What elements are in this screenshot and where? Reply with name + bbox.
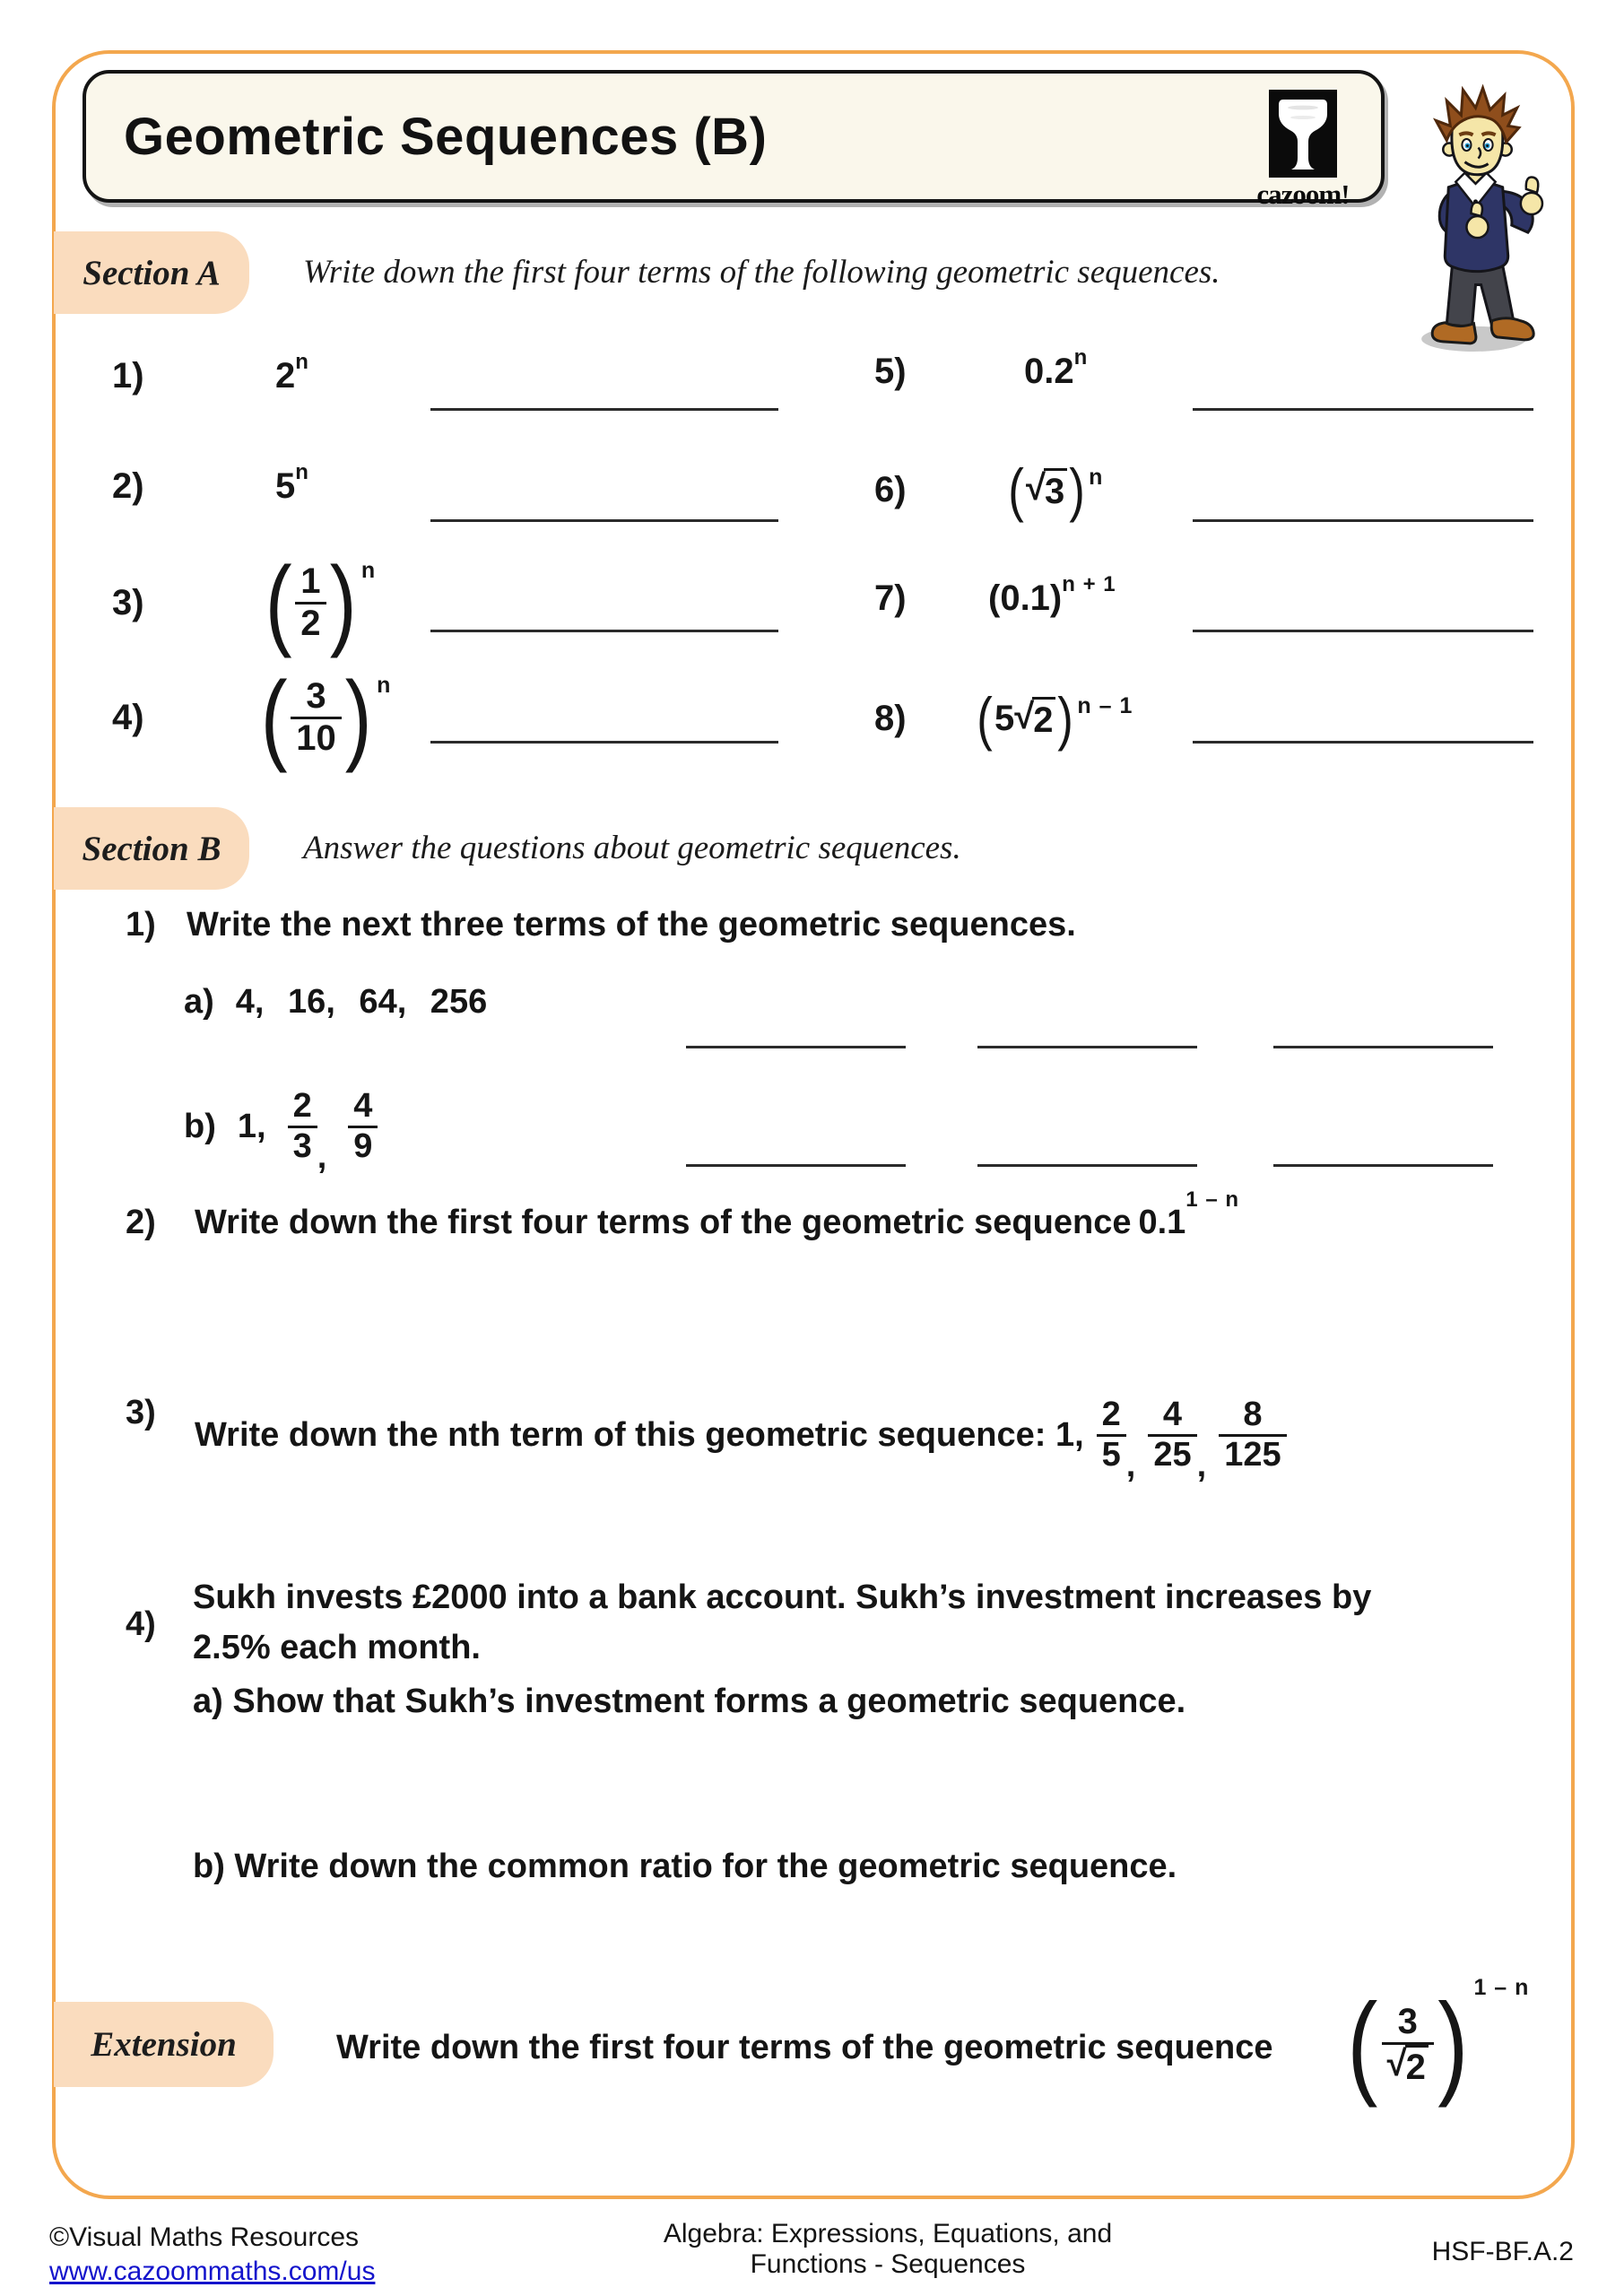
- fraction: [348, 1088, 378, 1164]
- answer-line: [1193, 519, 1533, 522]
- left-paren: (: [1008, 456, 1024, 523]
- question-2: [126, 1187, 1239, 1242]
- title-box: [83, 70, 1385, 203]
- math-expression: [1006, 456, 1104, 523]
- footer-link-wrap: [49, 2257, 375, 2287]
- base: 0.2: [1024, 352, 1074, 391]
- fraction: [1382, 2003, 1434, 2086]
- right-paren: ): [1057, 684, 1074, 752]
- question-number: 3): [126, 1394, 156, 1431]
- extension-label: Extension: [54, 2002, 274, 2087]
- question-1a: [184, 983, 487, 1022]
- denominator: 5: [1097, 1434, 1126, 1474]
- math-expression: [257, 661, 392, 774]
- radicand: 3: [1044, 468, 1067, 512]
- answer-line: [686, 1046, 906, 1048]
- comma: ,: [1125, 1447, 1136, 1484]
- problem-number: 5): [874, 352, 907, 391]
- exponent: 1 – n: [1473, 1975, 1530, 2000]
- question-text: Write the next three terms of the geometric sequences.: [187, 906, 1076, 944]
- base: 5: [275, 466, 296, 506]
- left-paren: (: [1347, 1980, 1378, 2109]
- part-label: b): [184, 1107, 216, 1145]
- fraction: [291, 677, 342, 757]
- exponent: n: [377, 673, 392, 699]
- problem-number: 4): [112, 697, 144, 737]
- page-title: Geometric Sequences (B): [124, 107, 768, 166]
- problem-row-3: [112, 544, 376, 661]
- numerator: 2: [1101, 1396, 1121, 1434]
- left-paren: (: [260, 661, 288, 774]
- answer-line: [1193, 408, 1533, 411]
- question-3: [126, 1381, 1287, 1489]
- exponent: n: [1089, 464, 1104, 490]
- problem-row-6: [874, 453, 1103, 526]
- answer-line: [430, 519, 778, 522]
- mascot-boy-illustration: [1388, 68, 1563, 357]
- problem-row-2: [112, 459, 309, 507]
- answer-line: [1193, 630, 1533, 632]
- question-4a: a) Show that Sukh’s investment forms a geometric sequence.: [193, 1683, 1186, 1720]
- question-text: Write down the nth term of this geometric sequence: 1,: [195, 1415, 1084, 1454]
- problem-number: 3): [112, 582, 144, 622]
- square-root: [1026, 468, 1067, 512]
- left-paren: (: [977, 684, 993, 752]
- fraction: [1219, 1396, 1286, 1473]
- radicand: 2: [1405, 2045, 1429, 2087]
- radical-icon: √: [1014, 696, 1035, 736]
- math-expression: 5 $^n$: [275, 459, 309, 506]
- numerator: 3: [1397, 2002, 1418, 2042]
- answer-line: [430, 741, 778, 744]
- radicand: 2: [1032, 697, 1055, 741]
- problem-row-7: [874, 571, 1116, 619]
- footer-category-line1: Algebra: Expressions, Equations, and: [663, 2219, 1113, 2248]
- denominator: 3: [288, 1126, 317, 1165]
- right-paren: ): [1069, 456, 1085, 523]
- denominator: 2: [295, 602, 326, 643]
- question-text: [195, 1187, 1239, 1242]
- problem-row-4: [112, 659, 391, 776]
- radical-icon: √: [1025, 467, 1046, 508]
- exponent: n – 1: [1077, 692, 1133, 718]
- right-paren: ): [344, 661, 372, 774]
- denominator: 125: [1219, 1434, 1286, 1474]
- denominator: 10: [291, 717, 342, 758]
- math-expression: 0.2 $^n$: [1024, 344, 1089, 391]
- numerator: 4: [1162, 1396, 1183, 1434]
- answer-line: [430, 408, 778, 411]
- math-expression: [262, 546, 377, 659]
- radical-icon: √: [1386, 2043, 1407, 2083]
- question-text-line2: 2.5% each month.: [193, 1629, 481, 1666]
- sequence-terms: 4, 16, 64, 256: [235, 983, 488, 1021]
- right-paren: ): [1437, 1980, 1469, 2109]
- cazoom-drum-icon: [1269, 90, 1337, 178]
- problem-row-1: [112, 349, 309, 396]
- extension-text: Write down the first four terms of the geometric sequence: [336, 2029, 1273, 2066]
- section-a-instruction: Write down the first four terms of the following geometric sequences.: [303, 254, 1220, 291]
- base: 0.1: [1138, 1204, 1186, 1241]
- answer-line: [977, 1046, 1197, 1048]
- exponent: 1 – n: [1185, 1187, 1239, 1213]
- answer-line: [1193, 741, 1533, 744]
- first-term: 1,: [237, 1107, 266, 1145]
- question-number: 1): [126, 906, 156, 944]
- fraction: [1097, 1396, 1126, 1473]
- cazoommaths-link[interactable]: www.cazoommaths.com/us: [49, 2257, 376, 2286]
- question-1: [126, 906, 1076, 944]
- square-root: [1387, 2045, 1429, 2087]
- footer-category-line2: Functions - Sequences: [750, 2249, 1026, 2279]
- denominator: 9: [348, 1126, 378, 1165]
- denominator: 25: [1148, 1434, 1196, 1474]
- section-b-label: Section B: [54, 807, 249, 890]
- problem-number: 7): [874, 578, 907, 618]
- question-number: 2): [126, 1204, 156, 1241]
- problem-row-5: [874, 344, 1089, 392]
- numerator: 1: [300, 561, 321, 602]
- answer-line: [1273, 1046, 1493, 1048]
- cazoom-logo: [1245, 90, 1361, 211]
- question-number: 4): [126, 1605, 156, 1643]
- part-label: a): [184, 983, 214, 1021]
- question-4b: b) Write down the common ratio for the geometric sequence.: [193, 1848, 1177, 1885]
- square-root: [1014, 697, 1055, 741]
- comma: ,: [317, 1138, 327, 1176]
- answer-line: [430, 630, 778, 632]
- question-text-line1: Sukh invests £2000 into a bank account. Sukh’s investment increases by: [193, 1578, 1372, 1616]
- fraction: [1148, 1396, 1196, 1473]
- denominator: [1382, 2042, 1434, 2087]
- answer-line: [977, 1164, 1197, 1167]
- extension-expression: [1343, 1973, 1529, 2117]
- right-paren: ): [329, 546, 357, 659]
- left-paren: (: [265, 546, 292, 659]
- numerator: 2: [292, 1087, 312, 1126]
- footer-category: [574, 2219, 1202, 2280]
- problem-row-8: [874, 680, 1133, 757]
- problem-number: 2): [112, 466, 144, 506]
- problem-number: 8): [874, 698, 907, 738]
- answer-line: [686, 1164, 906, 1167]
- answer-line: [1273, 1164, 1493, 1167]
- math-expression: 2 $^n$: [275, 349, 309, 396]
- math-expression: [975, 684, 1133, 752]
- numerator: 8: [1243, 1396, 1263, 1434]
- cazoom-wordmark: cazoom!: [1256, 178, 1350, 210]
- section-b-instruction: Answer the questions about geometric sequences.: [303, 830, 961, 866]
- numerator: 4: [353, 1087, 373, 1126]
- fraction: [295, 562, 326, 642]
- coefficient: 5: [994, 698, 1015, 738]
- footer-code: HSF-BF.A.2: [1431, 2237, 1574, 2266]
- section-a-label: Section A: [54, 231, 249, 314]
- problem-number: 1): [112, 356, 144, 396]
- exponent: n: [360, 558, 377, 584]
- comma: ,: [1196, 1447, 1207, 1484]
- problem-number: 6): [874, 469, 907, 509]
- base: 2: [275, 356, 296, 396]
- math-expression: (0.1) $^{n + 1}$: [988, 571, 1116, 618]
- fraction: [288, 1088, 317, 1164]
- question-1b: [184, 1073, 378, 1180]
- base: (0.1): [988, 578, 1063, 618]
- footer-copyright: ©Visual Maths Resources: [49, 2222, 360, 2252]
- numerator: 3: [306, 676, 326, 717]
- text: Write down the first four terms of the geometric sequence: [195, 1204, 1132, 1241]
